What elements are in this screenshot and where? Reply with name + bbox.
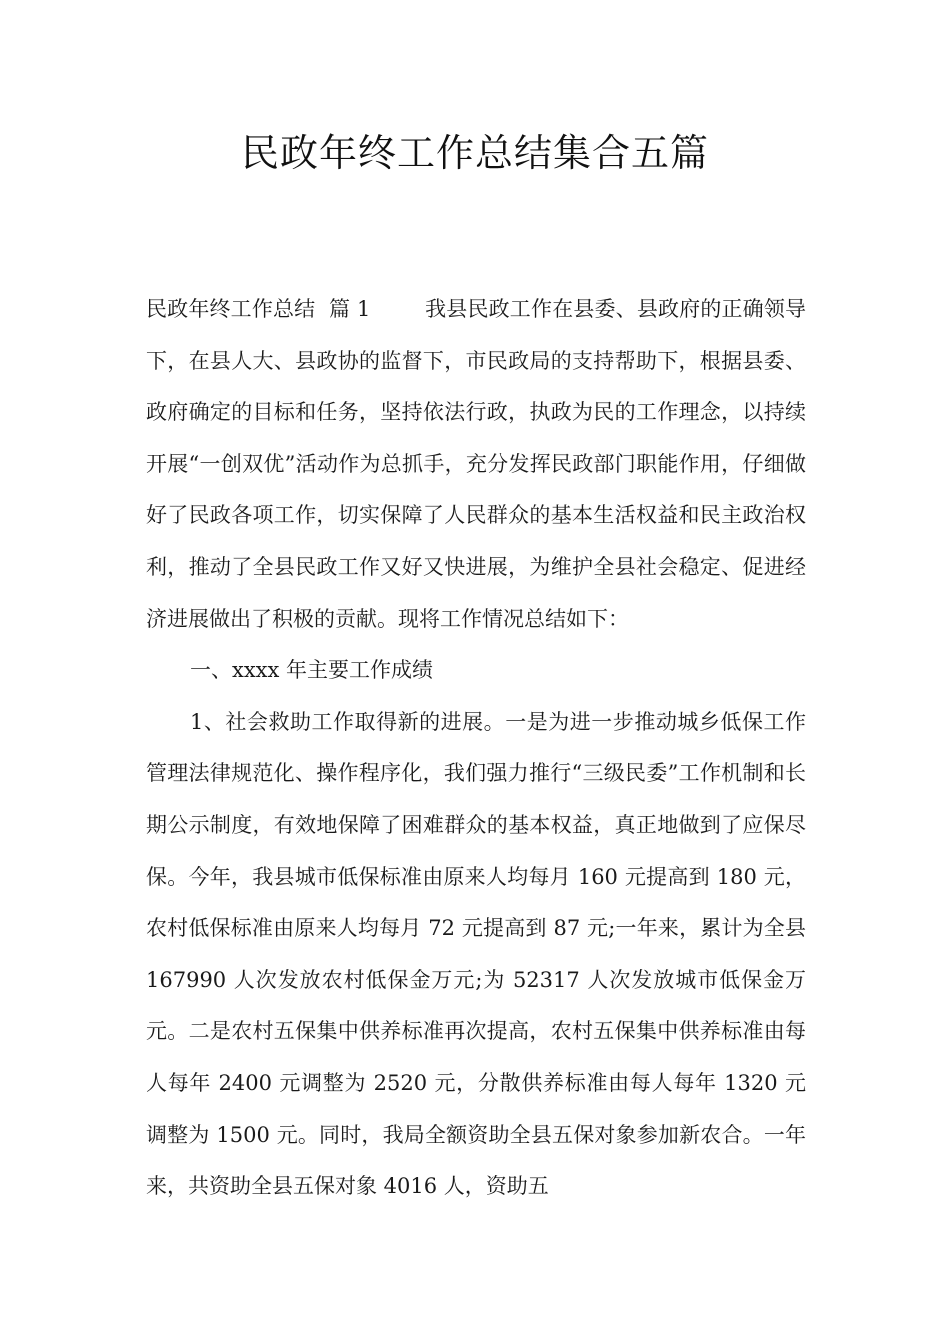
paragraph-intro: 民政年终工作总结 篇 1 我县民政工作在县委、县政府的正确领导下，在县人大、县政协的监督下，市民政局的支持帮助下，根据县委、政府确定的目标和任务，坚持依法行政，执政为民的工作理念，以持续开展“一创双优”活动作为总抓手，充分发挥民政部门职能作用，仔细做好了民政各项工作，切实保障了人民群众的基本生活权益和民主政治权利，推动了全县民政工作又好又快进展，为维护全县社会稳定、促进经济进展做出了积极的贡献。现将工作情况总结如下： <box>146 297 806 631</box>
document-title: 民政年终工作总结集合五篇 <box>240 131 709 175</box>
section-heading: 一、xxxx 年主要工作成绩 <box>190 658 434 683</box>
paragraph-social-assistance: 1、社会救助工作取得新的进展。一是为进一步推动城乡低保工作管理法律规范化、操作程序化，我们强力推行“三级民委”工作机制和长期公示制度，有效地保障了困难群众的基本权益，真正地做到了应保尽保。今年，我县城市低保标准由原来人均每月 160 元提高到 180 元，农村低保标准由原来人均每月 72 元提高到 87 元;一年来，累计为全县 167990 人次发放农村低保金万元;为 52317 人次发放城市低保金万元。二是农村五保集中供养标准再次提高，农村五保集中供养标准由每人每年 2400 元调整为 2520 元，分散供养标准由每人每年 1320 元调整为 1500 元。同时，我局全额资助全县五保对象参加新农合。一年来，共资助全县五保对象 4016 人，资助五 <box>146 709 813 1199</box>
document-body <box>146 284 813 1213</box>
